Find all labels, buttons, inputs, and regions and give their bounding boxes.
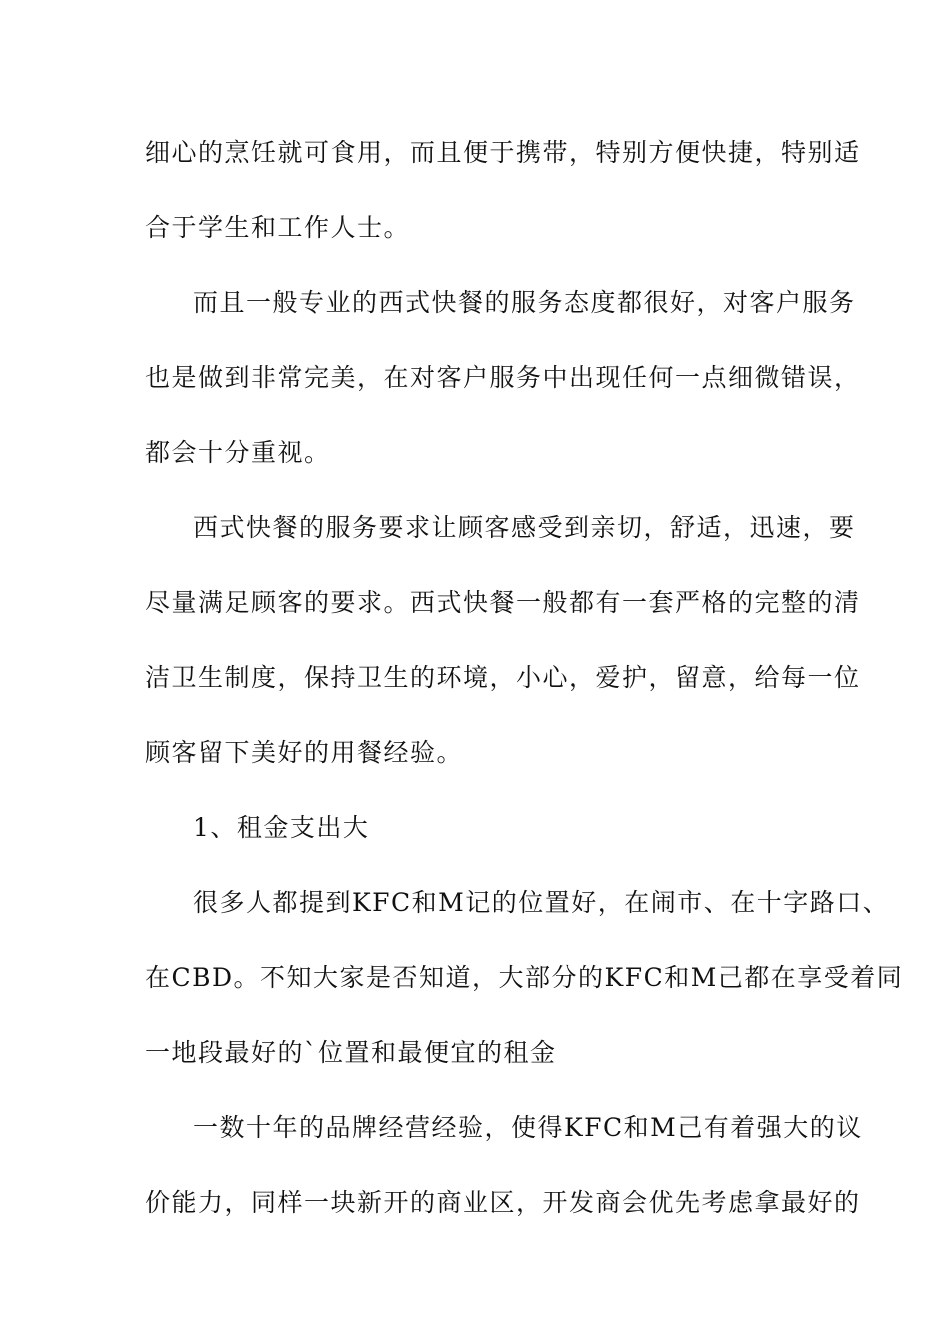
paragraph-start-line: 而且一般专业的西式快餐的服务态度都很好，对客户服务 [193, 288, 856, 317]
text-line-2: 合于学生和工作人士。 [145, 213, 411, 242]
text-line-9: 顾客留下美好的用餐经验。 [145, 738, 464, 767]
text-line-1: 细心的烹饪就可食用，而且便于携带，特别方便快捷，特别适 [145, 138, 861, 167]
paragraph-start-line: 一数十年的品牌经营经验，使得KFC和M己有着强大的议 [193, 1113, 863, 1142]
paragraph-start-line: 很多人都提到KFC和M记的位置好，在闹市、在十字路口、 [193, 888, 890, 917]
paragraph-start-line: 西式快餐的服务要求让顾客感受到亲切，舒适，迅速，要 [193, 513, 856, 542]
text-line-4: 也是做到非常完美，在对客户服务中出现任何一点细微错误， [145, 363, 861, 392]
text-line-13: 一地段最好的`位置和最便宜的租金 [145, 1038, 557, 1067]
text-line-5: 都会十分重视。 [145, 438, 331, 467]
text-line-7: 尽量满足顾客的要求。西式快餐一般都有一套严格的完整的清 [145, 588, 861, 617]
text-line-15: 价能力，同样一块新开的商业区，开发商会优先考虑拿最好的 [145, 1188, 861, 1217]
section-heading: 1、租金支出大 [193, 813, 370, 842]
text-line-8: 洁卫生制度，保持卫生的环境，小心，爱护，留意，给每一位 [145, 663, 861, 692]
text-line-12: 在CBD。不知大家是否知道，大部分的KFC和M己都在享受着同 [145, 963, 904, 992]
